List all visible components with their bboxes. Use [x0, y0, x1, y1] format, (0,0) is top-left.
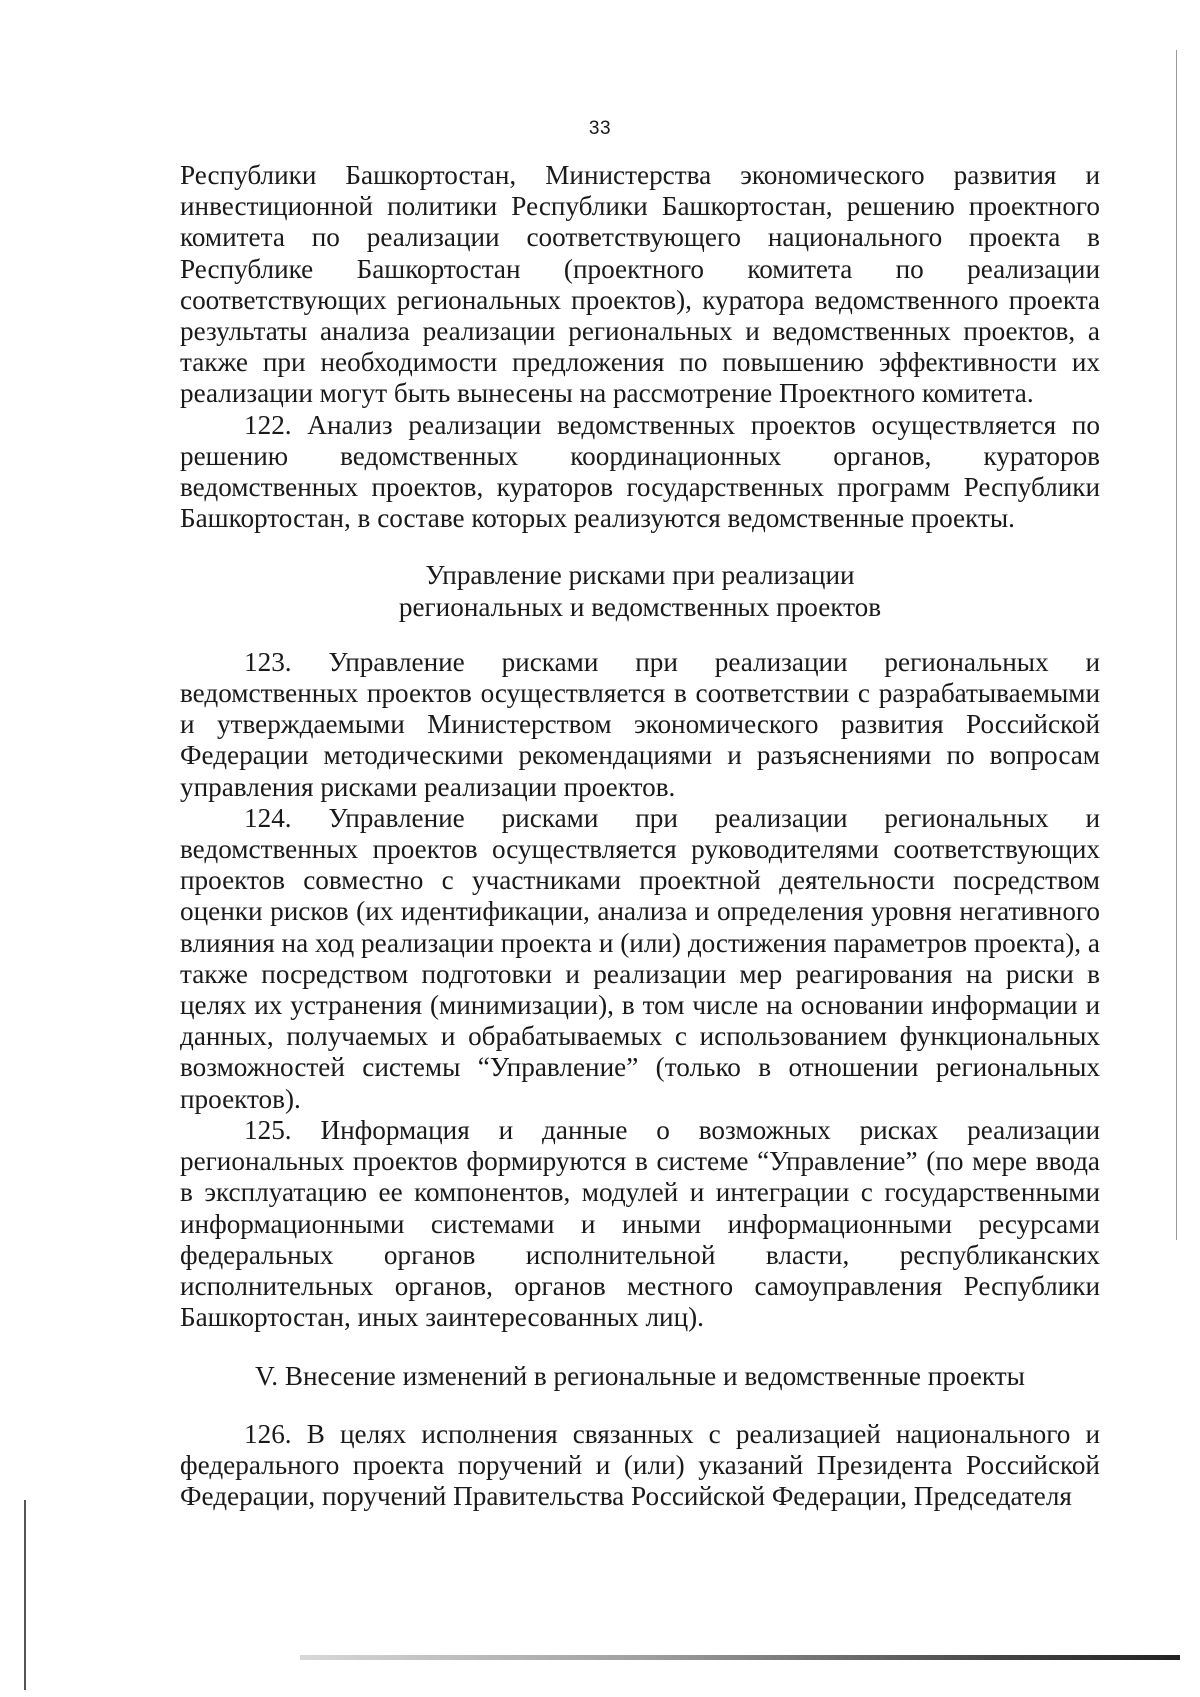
paragraph-123: 123. Управление рисками при реализации региональных и ведомственных проектов осуществляется в соответствии с разрабатываемыми и утверждаемыми Министерством экономического развития Российской Федерации методическими рекомендациями и разъяснениями по вопросам управления рисками реализации проектов. [180, 646, 1100, 802]
scan-edge-line-left [24, 1500, 26, 1690]
page-number: 33 [588, 118, 612, 139]
paragraph-continuation: Республики Башкортостан, Министерства экономического развития и инвестиционной политики Республики Башкортостан, решению проектного комитета по реализации соответствующего национального проекта в Республике Башкортостан (проектного комитета по реализации соответствующих региональных проектов), куратора ведомственного проекта результаты анализа реализации региональных и ведомственных проектов, а также при необходимости предложения по повышению эффективности их реализации могут быть вынесены на рассмотрение Проектного комитета. [180, 160, 1100, 409]
scan-edge-line-right [1176, 50, 1177, 1240]
scan-edge-bar-bottom [300, 1655, 1180, 1660]
paragraph-122: 122. Анализ реализации ведомственных проектов осуществляется по решению ведомственных координационных органов, кураторов ведомственных проектов, кураторов государственных программ Республики Башкортостан, в составе которых реализуются ведомственные проекты. [180, 409, 1100, 534]
section-heading-risk-line1: Управление рисками при реализации [425, 560, 855, 591]
paragraph-124: 124. Управление рисками при реализации региональных и ведомственных проектов осуществляется руководителями соответствующих проектов совместно с участниками проектной деятельности посредством оценки рисков (их идентификации, анализа и определения уровня негативного влияния на ход реализации проекта и (или) достижения параметров проекта), а также посредством подготовки и реализации мер реагирования на риски в целях их устранения (минимизации), в том числе на основании информации и данных, получаемых и обрабатываемых с использованием функциональных возможностей системы “Управление” (только в отношении региональных проектов). [180, 802, 1100, 1114]
section-heading-v: V. Внесение изменений в региональные и ведомственные проекты [255, 1361, 1025, 1392]
section-heading-risk-line2: региональных и ведомственных проектов [398, 591, 882, 622]
document-body [180, 160, 1100, 1512]
paragraph-125: 125. Информация и данные о возможных рисках реализации региональных проектов формируются в системе “Управление” (по мере ввода в эксплуатацию ее компонентов, модулей и интеграции с государственными информационными системами и иными информационными ресурсами федеральных органов исполнительной власти, республиканских исполнительных органов, органов местного самоуправления Республики Башкортостан, иных заинтересованных лиц). [180, 1114, 1100, 1333]
paragraph-126: 126. В целях исполнения связанных с реализацией национального и федерального проекта поручений и (или) указаний Президента Российской Федерации, поручений Правительства Российской Федерации, Председателя [180, 1418, 1100, 1511]
